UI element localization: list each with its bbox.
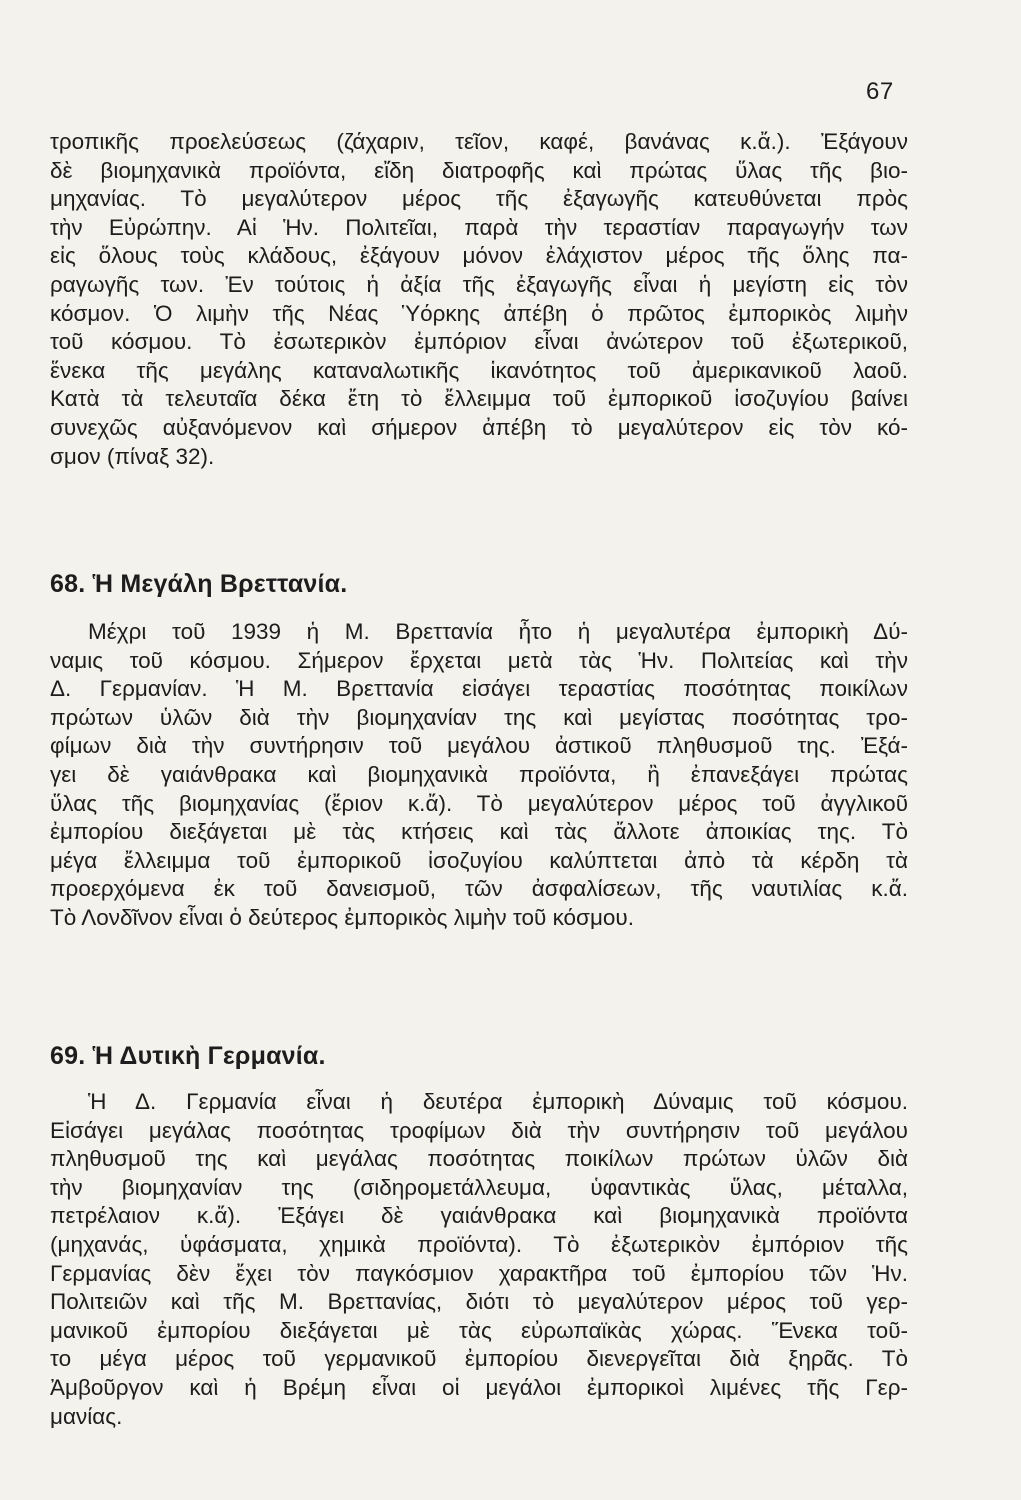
paragraph-line: τροπικῆς προελεύσεως (ζάχαριν, τεῖον, καφέ, βανάνας κ.ἄ.). Ἐξάγουν	[50, 129, 908, 154]
paragraph-line: συνεχῶς αὐξανόμενον καὶ σήμερον ἀπέβη τὸ μεγαλύτερον εἰς τὸν κό-	[50, 414, 908, 440]
paragraph-line: μανίας.	[50, 1403, 123, 1429]
paragraph-line: σμον (πίναξ 32).	[50, 443, 215, 469]
paragraph-line: ἐμπορίου διεξάγεται μὲ τὰς κτήσεις καὶ τὰς ἄλλοτε ἀποικίας της. Τὸ	[50, 819, 908, 845]
paragraph-line: προερχόμενα ἐκ τοῦ δανεισμοῦ, τῶν ἀσφαλίσεων, τῆς ναυτιλίας κ.ἄ.	[50, 876, 908, 902]
section-title: Ἡ Δυτικὴ Γερμανία.	[92, 1042, 326, 1070]
paragraph-line: δὲ βιομηχανικὰ προϊόντα, εἴδη διατροφῆς καὶ πρώτας ὕλας τῆς βιο-	[50, 157, 908, 183]
paragraph-line: ἕνεκα τῆς μεγάλης καταναλωτικῆς ἱκανότητος τοῦ ἀμερικανικοῦ λαοῦ.	[50, 357, 908, 383]
paragraph-line: εἰς ὅλους τοὺς κλάδους, ἐξάγουν μόνον ἐλάχιστον μέρος τῆς ὅλης πα-	[50, 243, 908, 269]
paragraph-line: Τὸ Λονδῖνον εἶναι ὁ δεύτερος ἐμπορικὸς λιμὴν τοῦ κόσμου.	[50, 904, 634, 930]
paragraph-line: Πολιτειῶν καὶ τῆς Μ. Βρεττανίας, διότι τὸ μεγαλύτερον μέρος τοῦ γερ-	[50, 1289, 908, 1315]
paragraph-line: φίμων διὰ τὴν συντήρησιν τοῦ μεγάλου ἀστικοῦ πληθυσμοῦ της. Ἐξά-	[50, 733, 908, 759]
paragraph-line: Κατὰ τὰ τελευταῖα δέκα ἔτη τὸ ἔλλειμμα τοῦ ἐμπορικοῦ ἰσοζυγίου βαίνει	[50, 386, 908, 412]
section-number: 69.	[50, 1042, 86, 1070]
paragraph-line: τὴν βιομηχανίαν της (σιδηρομετάλλευμα, ὑφαντικὰς ὕλας, μέταλλα,	[50, 1174, 908, 1200]
paragraph-line: Γερμανίας δὲν ἔχει τὸν παγκόσμιον χαρακτῆρα τοῦ ἐμπορίου τῶν Ἡν.	[50, 1260, 908, 1286]
paragraph-line: (μηχανάς, ὑφάσματα, χημικὰ προϊόντα). Τὸ ἐξωτερικὸν ἐμπόριον τῆς	[50, 1231, 908, 1257]
paragraph-line: πετρέλαιον κ.ἄ). Ἐξάγει δὲ γαιάνθρακα καὶ βιομηχανικὰ προϊόντα	[50, 1203, 908, 1229]
intro-paragraph	[50, 128, 908, 471]
paragraph-line: γει δὲ γαιάνθρακα καὶ βιομηχανικὰ προϊόντα, ἢ ἐπανεξάγει πρώτας	[50, 761, 908, 787]
paragraph-line: ραγωγῆς των. Ἐν τούτοις ἡ ἀξία τῆς ἐξαγωγῆς εἶναι ἡ μεγίστη εἰς τὸν	[50, 271, 908, 297]
section-68-heading	[50, 570, 347, 599]
paragraph-line: μηχανίας. Τὸ μεγαλύτερον μέρος τῆς ἐξαγωγῆς κατευθύνεται πρὸς	[50, 186, 908, 212]
paragraph-line: το μέγα μέρος τοῦ γερμανικοῦ ἐμπορίου διενεργεῖται διὰ ξηρᾶς. Τὸ	[50, 1346, 908, 1372]
paragraph-line: μέγα ἔλλειμμα τοῦ ἐμπορικοῦ ἰσοζυγίου καλύπτεται ἀπὸ τὰ κέρδη τὰ	[50, 847, 908, 873]
page-number: 67	[866, 78, 894, 105]
paragraph-line: μανικοῦ ἐμπορίου διεξάγεται μὲ τὰς εὐρωπαϊκὰς χώρας. Ἕνεκα τοῦ-	[50, 1317, 908, 1343]
paragraph-line: ναμις τοῦ κόσμου. Σήμερον ἔρχεται μετὰ τὰς Ἡν. Πολιτείας καὶ τὴν	[50, 647, 908, 673]
paragraph-line: Ἡ Δ. Γερμανία εἶναι ἡ δευτέρα ἐμπορικὴ Δύναμις τοῦ κόσμου.	[88, 1089, 908, 1114]
paragraph-line: Μέχρι τοῦ 1939 ἡ Μ. Βρεττανία ἦτο ἡ μεγαλυτέρα ἐμπορικὴ Δύ-	[88, 619, 908, 644]
paragraph-line: κόσμον. Ὁ λιμὴν τῆς Νέας Ὑόρκης ἀπέβη ὁ πρῶτος ἐμπορικὸς λιμὴν	[50, 300, 908, 326]
paragraph-line: πληθυσμοῦ της καὶ μεγάλας ποσότητας ποικίλων πρώτων ὑλῶν διὰ	[50, 1146, 908, 1172]
section-69-paragraph	[50, 1088, 908, 1431]
section-title: Ἡ Μεγάλη Βρεττανία.	[92, 570, 348, 598]
paragraph-line: τοῦ κόσμου. Τὸ ἐσωτερικὸν ἐμπόριον εἶναι ἀνώτερον τοῦ ἐξωτερικοῦ,	[50, 329, 908, 355]
section-69-heading	[50, 1042, 326, 1071]
section-number: 68.	[50, 570, 86, 598]
paragraph-line: ὕλας τῆς βιομηχανίας (ἔριον κ.ἄ). Τὸ μεγαλύτερον μέρος τοῦ ἀγγλικοῦ	[50, 790, 908, 816]
paragraph-line: Δ. Γερμανίαν. Ἡ Μ. Βρεττανία εἰσάγει τεραστίας ποσότητας ποικίλων	[50, 676, 908, 702]
paragraph-line: Ἀμβοῦργον καὶ ἡ Βρέμη εἶναι οἱ μεγάλοι ἐμπορικοὶ λιμένες τῆς Γερ-	[50, 1374, 908, 1400]
section-68-paragraph	[50, 618, 908, 933]
paragraph-line: πρώτων ὑλῶν διὰ τὴν βιομηχανίαν της καὶ μεγίστας ποσότητας τρο-	[50, 704, 908, 730]
paragraph-line: τὴν Εὐρώπην. Αἱ Ἡν. Πολιτεῖαι, παρὰ τὴν τεραστίαν παραγωγήν των	[50, 214, 908, 240]
paragraph-line: Εἰσάγει μεγάλας ποσότητας τροφίμων διὰ τὴν συντήρησιν τοῦ μεγάλου	[50, 1117, 908, 1143]
